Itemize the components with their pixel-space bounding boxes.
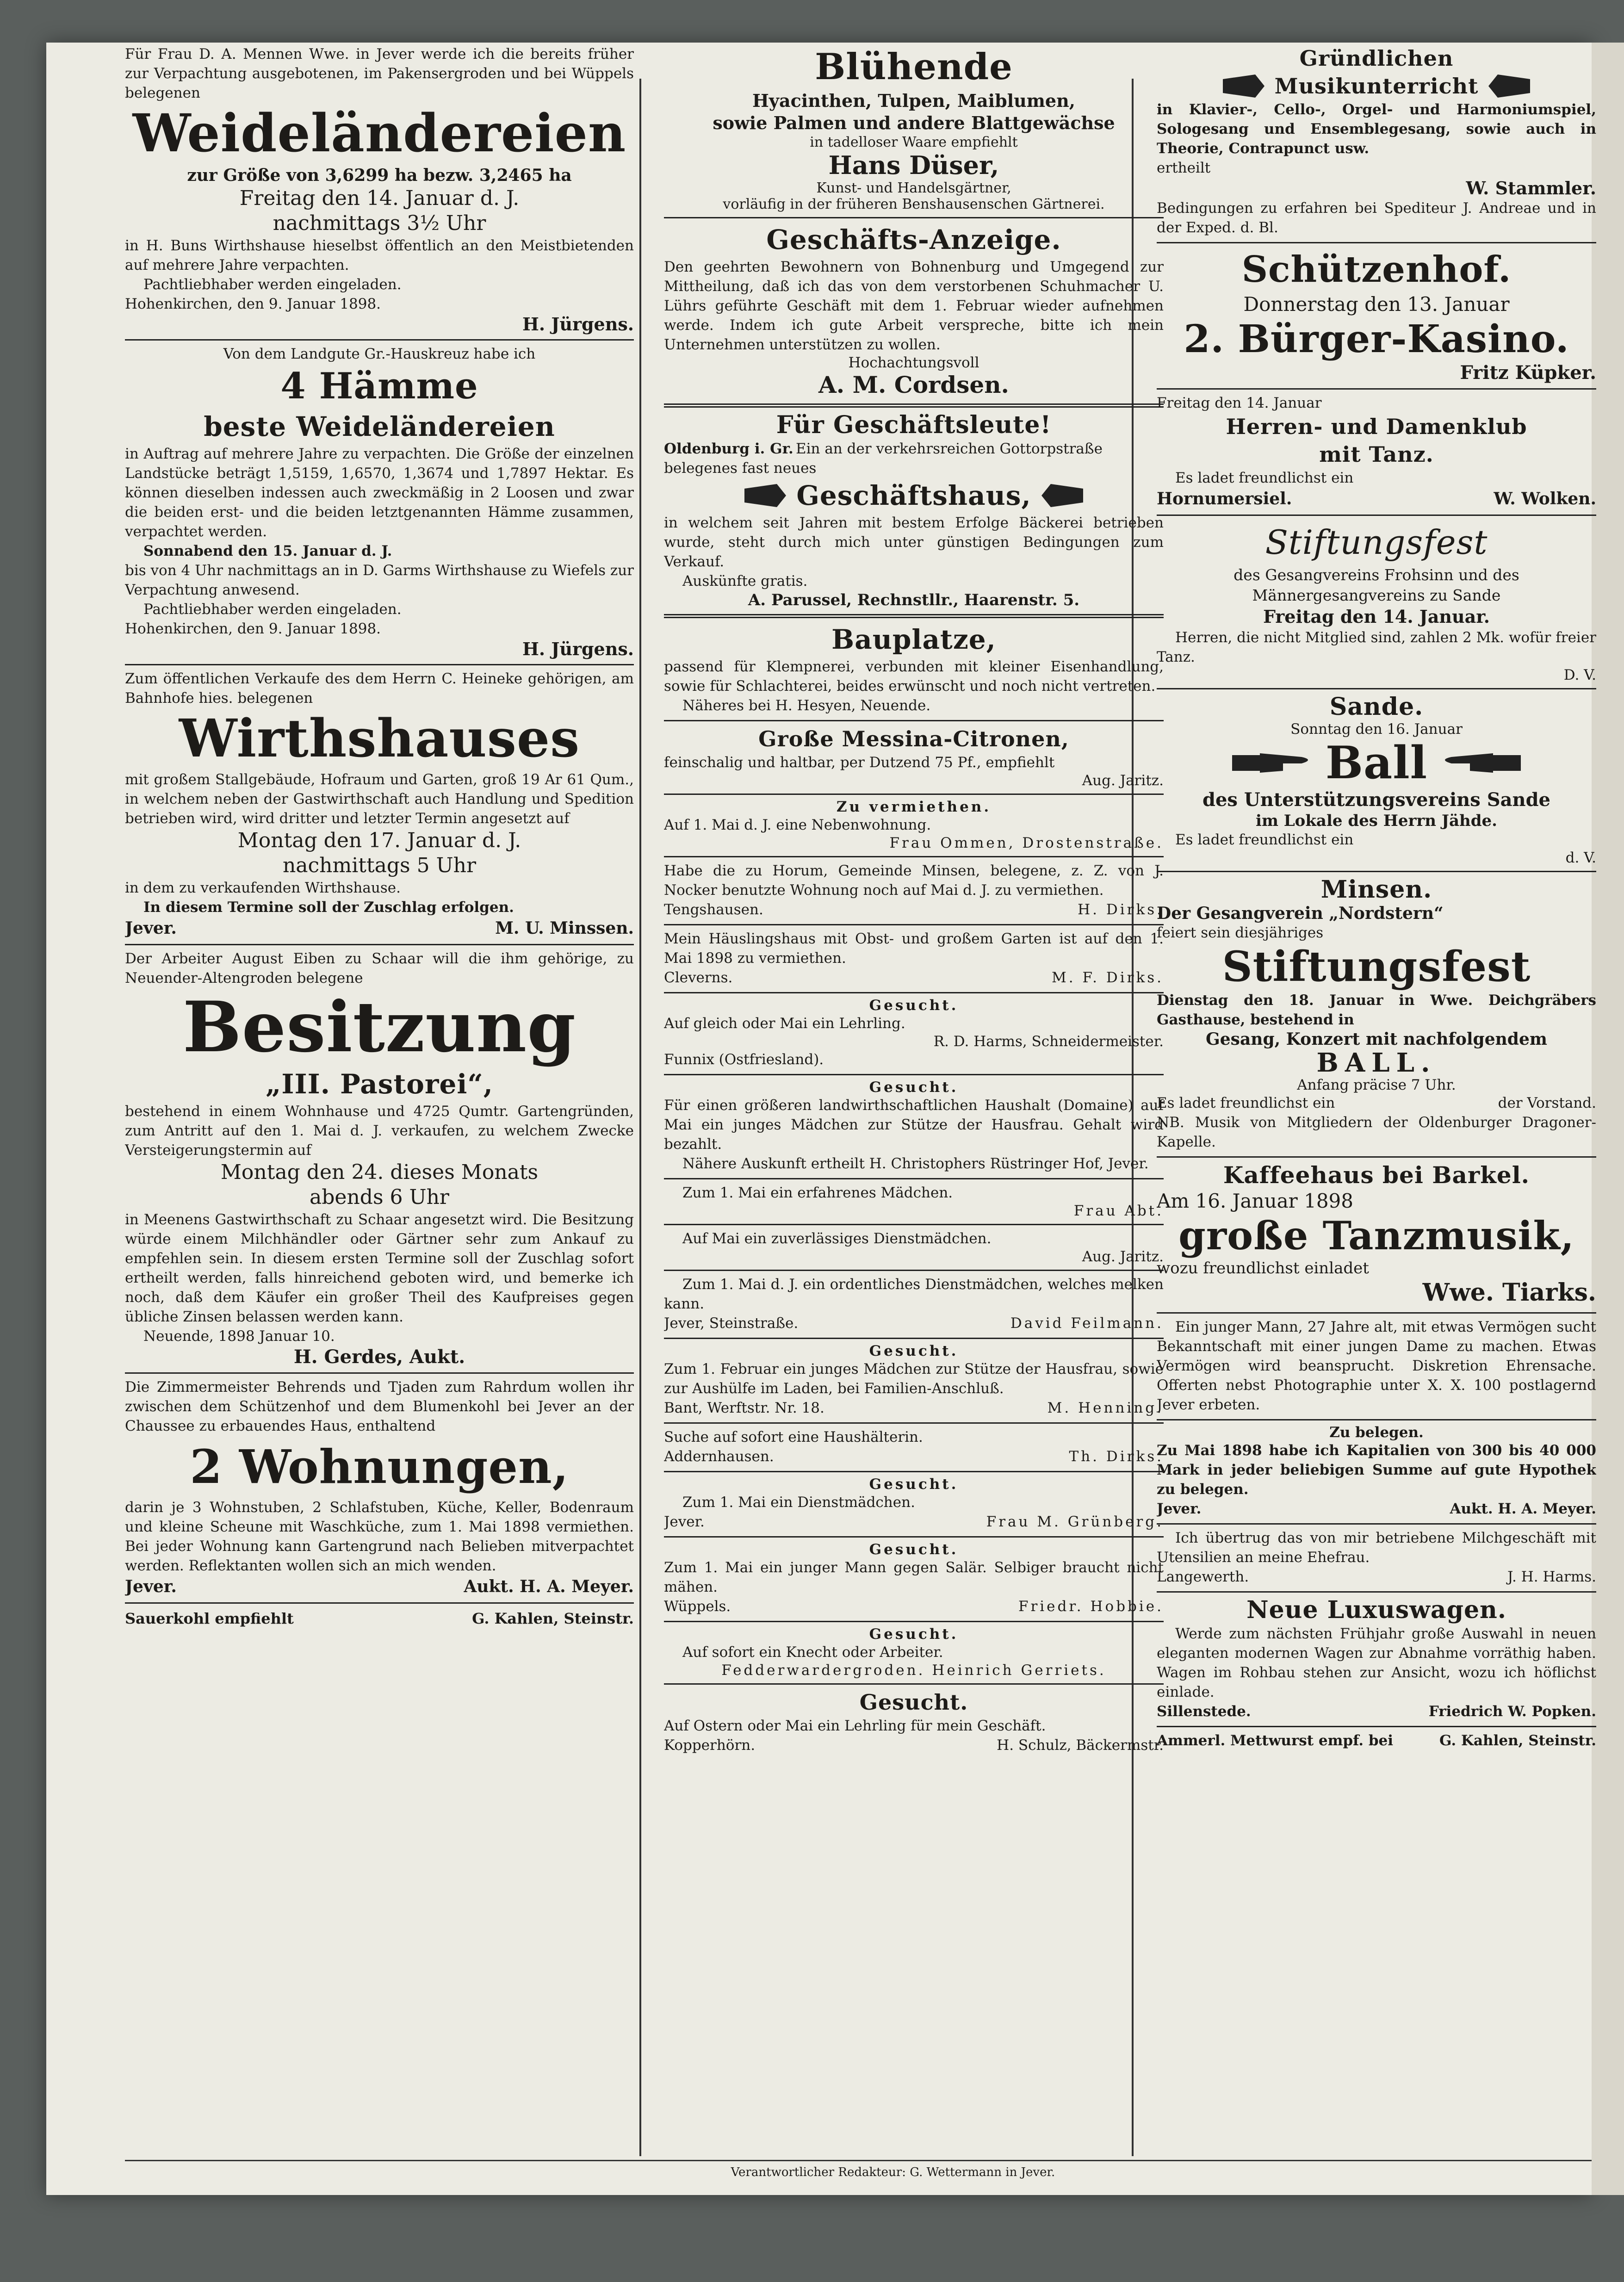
ad-title-2: Musikunterricht bbox=[1274, 74, 1479, 99]
ad-title: 4 Hämme bbox=[280, 365, 478, 407]
ad-right: G. Kahlen, Steinstr. bbox=[1439, 1732, 1596, 1749]
ad-info: Auskünfte gratis. bbox=[682, 573, 808, 589]
ad-intro: Zum öffentlichen Verkaufe des dem Herrn C. Heineke gehörigen, am Bahnhofe hies. belegenen bbox=[125, 670, 634, 707]
ad-body: Auf gleich oder Mai ein Lehrling. bbox=[664, 1015, 905, 1032]
footer-editor: Verantwortlicher Redakteur: G. Wettermann in Jever. bbox=[731, 2165, 1055, 2179]
column-right bbox=[1157, 41, 1596, 2132]
ad-intro: Der Arbeiter August Eiben zu Schaar will die ihm gehörige, zu Neuender-Altengroden belegene bbox=[125, 950, 634, 986]
ad-geschaeftsleute bbox=[664, 408, 1164, 618]
ad-body: Werde zum nächsten Frühjahr große Auswahl in neuen eleganten modernen Wagen zur Abnahme vorräthig haben. Wagen im Rohbau stehen zur Ansicht, wozu ich höflichst einlade. bbox=[1157, 1625, 1596, 1700]
ad-body: des Gesangvereins Frohsinn und des Männergesangvereins zu Sande bbox=[1233, 566, 1519, 604]
ad-signature-row bbox=[664, 1597, 1164, 1616]
ad-signature-row bbox=[664, 968, 1164, 987]
ad-signature-row bbox=[664, 1512, 1164, 1532]
ad-body-2: in dem zu verkaufenden Wirthshause. bbox=[125, 880, 401, 896]
ad-wirthshaus bbox=[125, 665, 634, 945]
ad-signature: D. V. bbox=[1563, 667, 1596, 683]
ad-signature: M. U. Minssen. bbox=[495, 918, 634, 938]
ad-body: Auf Mai ein zuverlässiges Dienstmädchen. bbox=[682, 1230, 992, 1247]
ad-besitzung bbox=[125, 945, 634, 1374]
ad-intro: Von dem Landgute Gr.-Hauskreuz habe ich bbox=[223, 346, 536, 362]
ad-signature: Frau Abt. bbox=[1073, 1203, 1164, 1219]
ad-note: NB. Musik von Mitgliedern der Oldenburger Dragoner-Kapelle. bbox=[1157, 1114, 1596, 1150]
ad-signature: R. D. Harms, Schneidermeister. bbox=[933, 1033, 1164, 1050]
ad-body: bestehend in einem Wohnhause und 4725 Qumtr. Gartengründen, zum Antritt auf den 1. Mai d. J. verkaufen, zu welchem Zwecke Versteigerungstermin auf bbox=[125, 1103, 634, 1159]
ad-date: Dienstag den 18. Januar in Wwe. Deichgräbers Gasthause, bestehend in bbox=[1157, 992, 1596, 1028]
ad-sub-1: Hyacinthen, Tulpen, Maiblumen, bbox=[752, 90, 1075, 111]
ad-gesucht-haushalt bbox=[664, 1075, 1164, 1179]
ad-body: feinschalig und haltbar, per Dutzend 75 Pf., empfiehlt bbox=[664, 754, 1055, 771]
ad-signature-row bbox=[664, 1447, 1164, 1466]
ad-bauplatze bbox=[664, 618, 1164, 721]
ad-signature-row bbox=[125, 1607, 634, 1630]
ad-time: Anfang präcise 7 Uhr. bbox=[1297, 1077, 1456, 1093]
ad-signature-row bbox=[125, 1575, 634, 1598]
ad-signature: Friedrich W. Popken. bbox=[1428, 1703, 1596, 1720]
ad-invite: Es ladet freundlichst ein bbox=[1157, 1095, 1335, 1111]
ad-place: Kopperhörn. bbox=[664, 1737, 756, 1754]
ad-body: Gesang, Konzert mit nachfolgendem bbox=[1206, 1029, 1547, 1049]
ad-info: Nähere Auskunft ertheilt H. Christophers Rüstringer Hof, Jever. bbox=[682, 1155, 1149, 1172]
ad-title: Stiftungsfest bbox=[1265, 523, 1488, 562]
ad-date: Am 16. Januar 1898 bbox=[1157, 1190, 1353, 1212]
ad-signature-row bbox=[664, 1314, 1164, 1333]
column-rule-1 bbox=[639, 79, 641, 2156]
ad-dienstmaedchen-feilmann bbox=[664, 1271, 1164, 1339]
ad-body: in H. Buns Wirthshause hieselbst öffentlich an den Meistbietenden auf mehrere Jahre verpachten. bbox=[125, 237, 634, 273]
ad-signature-row bbox=[125, 917, 634, 939]
ad-zu-vermiethen bbox=[664, 795, 1164, 857]
footer-rule bbox=[125, 2160, 1592, 2161]
ad-place: Hohenkirchen, den 9. Januar 1898. bbox=[125, 620, 381, 637]
ad-body: mit großem Stallgebäude, Hofraum und Garten, groß 19 Ar 61 Qum., in welchem neben der Gastwirthschaft auch Handlung und Spedition betrieben wird, wird dritter und letzter Termin angesetzt auf bbox=[125, 771, 634, 827]
ad-title-2: Ball bbox=[1325, 737, 1428, 789]
column-left bbox=[125, 41, 634, 2132]
ad-luxuswagen bbox=[1157, 1593, 1596, 1727]
ad-place: Jever. bbox=[125, 918, 177, 938]
ad-place: Jever. bbox=[125, 1577, 177, 1596]
ad-body: Auf Ostern oder Mai ein Lehrling für mein Geschäft. bbox=[664, 1718, 1046, 1734]
ad-place: Jever. bbox=[664, 1513, 705, 1530]
ad-body: Zum 1. Mai ein Dienstmädchen. bbox=[682, 1494, 915, 1511]
ad-signature: H. Gerdes, Aukt. bbox=[293, 1346, 465, 1368]
ad-bekanntschaft bbox=[1157, 1314, 1596, 1420]
ad-title: Gründlichen bbox=[1299, 46, 1454, 71]
ad-signature-row bbox=[1157, 1499, 1596, 1519]
ad-body: Ein junger Mann, 27 Jahre alt, mit etwas Vermögen sucht Bekanntschaft mit einer jungen Dame zu machen. Etwas Vermögen wird beansprucht. Diskretion Ehrensache. Offerten nebst Photographie unter X. X. 100 postlagernd Jever erbeten. bbox=[1157, 1319, 1596, 1413]
ad-title: Bauplatze, bbox=[831, 624, 996, 655]
ad-place: Bant, Werftstr. Nr. 18. bbox=[664, 1400, 824, 1416]
ad-title: Weideländereien bbox=[132, 103, 626, 164]
ad-title-2: große Tanzmusik, bbox=[1178, 1213, 1574, 1259]
ad-name: Hans Düser, bbox=[828, 150, 999, 180]
ad-geschaefts-anzeige bbox=[664, 218, 1164, 408]
ad-signature: A. Parussel, Rechnstllr., Haarenstr. 5. bbox=[748, 591, 1080, 609]
ad-left: Sauerkohl empfiehlt bbox=[125, 1610, 294, 1627]
ad-body: Suche auf sofort eine Haushälterin. bbox=[664, 1429, 923, 1445]
pointing-hand-right-icon bbox=[1232, 747, 1315, 779]
ad-citronen bbox=[664, 721, 1164, 795]
ad-line-2: feiert sein diesjähriges bbox=[1157, 924, 1324, 941]
ad-invite: Pachtliebhaber werden eingeladen. bbox=[143, 601, 402, 618]
ad-body: Zum 1. Mai ein erfahrenes Mädchen. bbox=[682, 1184, 953, 1201]
ad-title: Herren- und Damenklub bbox=[1226, 414, 1527, 439]
ad-date: Freitag den 14. Januar bbox=[1157, 395, 1322, 411]
ad-signature: Wwe. Tiarks. bbox=[1422, 1278, 1596, 1307]
ad-offer: in tadelloser Waare empfiehlt bbox=[810, 134, 1018, 150]
ad-signature: M. F. Dirks. bbox=[1052, 969, 1164, 986]
ad-herrenklub bbox=[1157, 390, 1596, 516]
ad-signature: Th. Dirks. bbox=[1069, 1448, 1164, 1465]
ad-signature-row bbox=[1157, 1567, 1596, 1587]
ad-dienstmaedchen-jaritz bbox=[664, 1225, 1164, 1271]
ad-signature: Aukt. H. A. Meyer. bbox=[464, 1577, 634, 1596]
ad-head: Gesucht. bbox=[859, 1690, 968, 1715]
ad-place: vorläufig in der früheren Benshausenschen Gärtnerei. bbox=[723, 196, 1105, 212]
pointing-banner-icon bbox=[1223, 74, 1264, 98]
ad-title-2: Geschäftshaus, bbox=[796, 480, 1031, 511]
ad-head: Gesucht. bbox=[869, 1079, 959, 1096]
ad-gesucht-lehrling bbox=[664, 993, 1164, 1075]
ad-signature: H. Schulz, Bäckermstr. bbox=[997, 1737, 1164, 1754]
ad-signature: Aug. Jaritz. bbox=[1082, 1248, 1164, 1265]
ad-signature: H. Dirks. bbox=[1078, 901, 1164, 918]
ad-title: Neue Luxuswagen. bbox=[1246, 1596, 1506, 1624]
ad-milchgeschaeft bbox=[1157, 1525, 1596, 1593]
ad-stiftungsfest-sande bbox=[1157, 516, 1596, 689]
ad-body: Habe die zu Horum, Gemeinde Minsen, belegene, z. Z. von J. Nocker benutzte Wohnung noch auf Mai d. J. zu vermiethen. bbox=[664, 862, 1164, 899]
ad-signature-row bbox=[664, 1398, 1164, 1418]
ad-body-2: Herren, die nicht Mitglied sind, zahlen 2 Mk. wofür freier Tanz. bbox=[1157, 629, 1596, 665]
ad-line: Der Gesangverein „Nordstern“ bbox=[1157, 904, 1444, 923]
ad-bluehende bbox=[664, 41, 1164, 218]
ad-role: Kunst- und Handelsgärtner, bbox=[816, 180, 1011, 196]
ad-title: Minsen. bbox=[1320, 875, 1432, 904]
ad-signature: H. Jürgens. bbox=[522, 314, 634, 335]
ad-head: Zu vermiethen. bbox=[836, 799, 992, 815]
ad-place: Sillenstede. bbox=[1157, 1703, 1251, 1720]
ad-place: Jever. bbox=[1157, 1501, 1202, 1517]
ad-ball-sande bbox=[1157, 689, 1596, 872]
ad-place: Hornumersiel. bbox=[1157, 489, 1292, 508]
pointing-banner-icon bbox=[1488, 74, 1530, 98]
ad-place: Hohenkirchen, den 9. Januar 1898. bbox=[125, 296, 381, 312]
ad-kaffeehaus bbox=[1157, 1158, 1596, 1314]
ad-title: Kaffeehaus bei Barkel. bbox=[1223, 1161, 1530, 1189]
ad-gesucht-gerriets bbox=[664, 1622, 1164, 1685]
ad-mettwurst bbox=[1157, 1727, 1596, 1755]
ad-signature: H. Jürgens. bbox=[522, 639, 634, 659]
ad-place: Cleverns. bbox=[664, 969, 733, 986]
ad-body: passend für Klempnerei, verbunden mit kleiner Eisenhandlung, sowie für Schlachterei, beides erwünscht und noch nicht vertreten. bbox=[664, 658, 1164, 695]
ad-wohnung-horum bbox=[664, 857, 1164, 925]
ad-place: im Lokale des Herrn Jähde. bbox=[1256, 812, 1497, 830]
ad-signature: Aukt. H. A. Meyer. bbox=[1450, 1501, 1596, 1517]
ad-gesucht-gruenberg bbox=[664, 1472, 1164, 1538]
ad-title-2-row bbox=[664, 478, 1164, 513]
ad-signature: W. Wolken. bbox=[1494, 489, 1596, 508]
ad-body: Zu Mai 1898 habe ich Kapitalien von 300 bis 40 000 Mark in jeder beliebigen Summe auf gute Hypothek zu belegen. bbox=[1157, 1442, 1596, 1498]
ad-head: Zu belegen. bbox=[1329, 1424, 1424, 1441]
ad-body: Den geehrten Bewohnern von Bohnenburg und Umgegend zur Mittheilung, daß ich das von dem verstorbenen Schuhmacher U. Lührs geführte Geschäft mit dem 1. Februar wieder aufnehmen werde. Indem ich gute Arbeit verspreche, bitte ich mein Unternehmen unterstützen zu wollen. bbox=[664, 259, 1164, 353]
ad-signature: Fedderwardergroden. Heinrich Gerriets. bbox=[721, 1662, 1106, 1679]
ad-date: Sonntag den 16. Januar bbox=[1290, 721, 1463, 738]
ad-date: Montag den 17. Januar d. J. bbox=[237, 829, 521, 852]
ad-body-2: in Meenens Gastwirthschaft zu Schaar angesetzt wird. Die Besitzung würde einem Milchhändler oder Gärtner sehr zum Ankauf zu empfehlen sein. In diesem ersten Termine soll der Zuschlag sofort ertheilt werden, falls hinreichend geboten wird, und bemerke ich noch, daß dem Käufer ein großer Theil des Kaufpreises gegen übliche Zinsen belassen werden kann. bbox=[125, 1211, 634, 1325]
ad-invite: Es ladet freundlichst ein bbox=[1175, 470, 1354, 486]
ad-place: Tengshausen. bbox=[664, 901, 763, 918]
ad-maedchen-abt bbox=[664, 1179, 1164, 1225]
pointing-hand-left-icon bbox=[1438, 747, 1521, 779]
ad-time: nachmittags 3½ Uhr bbox=[273, 211, 486, 235]
ad-body-2: bis von 4 Uhr nachmittags an in D. Garms Wirthshause zu Wiefels zur Verpachtung anwesend. bbox=[125, 562, 634, 598]
ad-date: Sonnabend den 15. Januar d. J. bbox=[143, 543, 392, 559]
ad-body: Auf sofort ein Knecht oder Arbeiter. bbox=[682, 1644, 943, 1661]
ad-title: Schützenhof. bbox=[1241, 248, 1512, 291]
ad-sub-2: sowie Palmen und andere Blattgewächse bbox=[713, 112, 1115, 133]
ad-body: des Unterstützungsvereins Sande bbox=[1203, 789, 1550, 811]
ad-body: Auf 1. Mai d. J. eine Nebenwohnung. bbox=[664, 817, 931, 833]
ad-schuetzenhof bbox=[1157, 243, 1596, 390]
ad-sauerkohl bbox=[125, 1604, 634, 1634]
ad-title-2: mit Tanz. bbox=[1319, 442, 1434, 467]
ad-wohnungen bbox=[125, 1374, 634, 1604]
ad-signature: der Vorstand. bbox=[1498, 1095, 1596, 1111]
ad-body-2: in welchem seit Jahren mit bestem Erfolge Bäckerei betrieben wurde, steht durch mich unter günstigen Bedingungen zum Verkauf. bbox=[664, 515, 1164, 570]
ad-signature: A. M. Cordsen. bbox=[818, 371, 1009, 398]
ad-signature: W. Stammler. bbox=[1466, 178, 1596, 198]
ad-minsen bbox=[1157, 872, 1596, 1158]
ad-signature-row bbox=[1157, 1093, 1596, 1113]
ad-greeting: Hochachtungsvoll bbox=[848, 354, 979, 371]
ad-title: Große Messina-Citronen, bbox=[758, 726, 1069, 751]
ad-signature: David Feilmann. bbox=[1010, 1315, 1164, 1332]
ad-title: 2 Wohnungen, bbox=[190, 1439, 569, 1494]
ad-place: Addernhausen. bbox=[664, 1448, 774, 1465]
ad-place: Langewerth. bbox=[1157, 1569, 1249, 1585]
ad-haushaelterin bbox=[664, 1424, 1164, 1472]
ad-invite: Es ladet freundlichst ein bbox=[1175, 831, 1354, 848]
ad-body: in Auftrag auf mehrere Jahre zu verpachten. Die Größe der einzelnen Landstücke beträgt 1,5159, 1,6570, 1,3674 und 1,7897 Hektar. Es können dieselben indessen auch zweckmäßig in 2 Loosen und zwar die beiden erst- und die beiden letztgenannten Hämme zusammen, verpachtet werden. bbox=[125, 446, 634, 540]
ad-subtitle: beste Weideländereien bbox=[204, 411, 555, 442]
ad-haemme bbox=[125, 341, 634, 665]
ad-invite: wozu freundlichst einladet bbox=[1157, 1259, 1369, 1277]
ad-date: Montag den 24. dieses Monats bbox=[220, 1160, 539, 1184]
ad-signature-row bbox=[664, 1736, 1164, 1755]
ad-title: Wirthshauses bbox=[179, 708, 580, 769]
ad-date: Freitag den 14. Januar. bbox=[1263, 606, 1490, 627]
ad-title-3: BALL. bbox=[1316, 1048, 1437, 1078]
ad-haeuslingshaus bbox=[664, 925, 1164, 993]
ad-signature: Fritz Küpker. bbox=[1460, 362, 1596, 384]
ad-date: Donnerstag den 13. Januar bbox=[1243, 293, 1510, 316]
ad-place: Neuende, 1898 Januar 10. bbox=[143, 1328, 335, 1345]
ad-left: Ammerl. Mettwurst empf. bei bbox=[1157, 1732, 1394, 1749]
ad-city: Oldenburg i. Gr. bbox=[664, 440, 793, 457]
ad-title: Geschäfts-Anzeige. bbox=[766, 224, 1061, 255]
ad-body: Ich übertrug das von mir betriebene Milchgeschäft mit Utensilien an meine Ehefrau. bbox=[1157, 1530, 1596, 1566]
ad-title: Für Geschäftsleute! bbox=[776, 411, 1052, 439]
ad-body: Mein Häuslingshaus mit Obst- und großem Garten ist auf den 1. Mai 1898 zu vermiethen. bbox=[664, 930, 1164, 967]
ad-gesucht-henning bbox=[664, 1339, 1164, 1424]
ad-weidelaendereien bbox=[125, 41, 634, 341]
ad-head: Gesucht. bbox=[869, 1476, 959, 1493]
ad-body: Zum 1. Februar ein junges Mädchen zur Stütze der Hausfrau, sowie zur Aushülfe im Laden, bei Familien-Anschluß. bbox=[664, 1361, 1164, 1397]
ad-body: Zum 1. Mai ein junger Mann gegen Salär. Selbiger braucht nicht mähen. bbox=[664, 1559, 1164, 1595]
ad-body: in Klavier-, Cello-, Orgel- und Harmoniumspiel, Sologesang und Ensemblegesang, sowie auch in Theorie, Contrapunct usw. bbox=[1157, 101, 1596, 157]
ad-place: Wüppels. bbox=[664, 1598, 731, 1615]
ad-signature: Friedr. Hobbie. bbox=[1018, 1598, 1164, 1615]
ad-title: Sande. bbox=[1329, 693, 1424, 721]
ad-musikunterricht bbox=[1157, 41, 1596, 243]
ad-title-2: Stiftungsfest bbox=[1222, 942, 1531, 991]
ad-subtitle: „III. Pastorei“, bbox=[266, 1068, 493, 1100]
ad-signature-row bbox=[1157, 488, 1596, 510]
ad-gesucht-hobbie bbox=[664, 1538, 1164, 1622]
ad-ball-row bbox=[1157, 738, 1596, 788]
ad-note: In diesem Termine soll der Zuschlag erfolgen. bbox=[143, 899, 514, 916]
ad-place: Jever, Steinstraße. bbox=[664, 1315, 799, 1332]
ad-signature: Frau M. Grünberg. bbox=[986, 1513, 1164, 1530]
ad-body: Zum 1. Mai d. J. ein ordentliches Dienstmädchen, welches melken kann. bbox=[664, 1276, 1164, 1312]
ad-title-2-row bbox=[1157, 72, 1596, 100]
column-middle bbox=[664, 41, 1164, 2132]
ad-body: darin je 3 Wohnstuben, 2 Schlafstuben, Küche, Keller, Bodenraum und kleine Scheune mit Waschküche, zum 1. Mai 1898 vermiethen. Bei jeder Wohnung kann Gartengrund nach Belieben mitverpachtet werden. Reflektanten wollen sich an mich wenden. bbox=[125, 1499, 634, 1574]
ad-body: Für einen größeren landwirthschaftlichen Haushalt (Domaine) auf Mai ein junges Mädchen zur Stütze der Hausfrau. Gehalt wird bezahlt. bbox=[664, 1097, 1164, 1153]
pointing-banner-icon bbox=[744, 484, 786, 507]
pointing-banner-icon bbox=[1041, 484, 1083, 507]
ad-right: G. Kahlen, Steinstr. bbox=[472, 1610, 634, 1627]
ad-signature: M. Henning. bbox=[1047, 1400, 1164, 1416]
ad-body: Ein an der verkehrsreichen Gottorpstraße belegenes fast neues bbox=[664, 440, 1103, 477]
ad-invite: Pachtliebhaber werden eingeladen. bbox=[143, 276, 402, 293]
ad-signature-row bbox=[664, 900, 1164, 919]
ad-signature: J. H. Harms. bbox=[1507, 1569, 1596, 1585]
ad-intro: Für Frau D. A. Mennen Wwe. in Jever werde ich die bereits früher zur Verpachtung ausgebotenen, im Pakensergroden und bei Wüppels belegenen bbox=[125, 46, 634, 101]
ad-title: Besitzung bbox=[182, 986, 576, 1068]
ad-signature: Aug. Jaritz. bbox=[1082, 772, 1164, 789]
ad-head: Gesucht. bbox=[869, 1343, 959, 1359]
ad-gesucht-schulz bbox=[664, 1685, 1164, 1760]
ad-signature: Frau Ommen, Drostenstraße. bbox=[889, 835, 1164, 851]
ad-zu-belegen bbox=[1157, 1420, 1596, 1525]
ad-date: Freitag den 14. Januar d. J. bbox=[239, 186, 520, 210]
ad-info: Näheres bei H. Hesyen, Neuende. bbox=[682, 697, 931, 714]
ad-offer: ertheilt bbox=[1157, 160, 1211, 176]
ad-intro: Die Zimmermeister Behrends und Tjaden zum Rahrdum wollen ihr zwischen dem Schützenhof und dem Blumenkohl bei Jever an der Chaussee zu erbauendes Haus, enthaltend bbox=[125, 1379, 634, 1434]
page-spine bbox=[1592, 43, 1624, 2195]
ad-signature-row bbox=[1157, 1702, 1596, 1721]
ad-head: Gesucht. bbox=[869, 1541, 959, 1558]
ad-info: Bedingungen zu erfahren bei Spediteur J. Andreae und in der Exped. d. Bl. bbox=[1157, 200, 1596, 236]
ad-place: Funnix (Ostfriesland). bbox=[664, 1051, 824, 1068]
ad-signature: d. V. bbox=[1565, 850, 1596, 866]
ad-head: Gesucht. bbox=[869, 1626, 959, 1643]
ad-head: Gesucht. bbox=[869, 997, 959, 1014]
ad-signature-row bbox=[1157, 1731, 1596, 1750]
ad-time: abends 6 Uhr bbox=[310, 1185, 449, 1209]
ad-title-2: 2. Bürger-Kasino. bbox=[1184, 317, 1569, 361]
ad-time: nachmittags 5 Uhr bbox=[282, 854, 477, 877]
ad-title: Blühende bbox=[815, 46, 1013, 88]
ad-size: zur Größe von 3,6299 ha bezw. 3,2465 ha bbox=[187, 166, 572, 185]
